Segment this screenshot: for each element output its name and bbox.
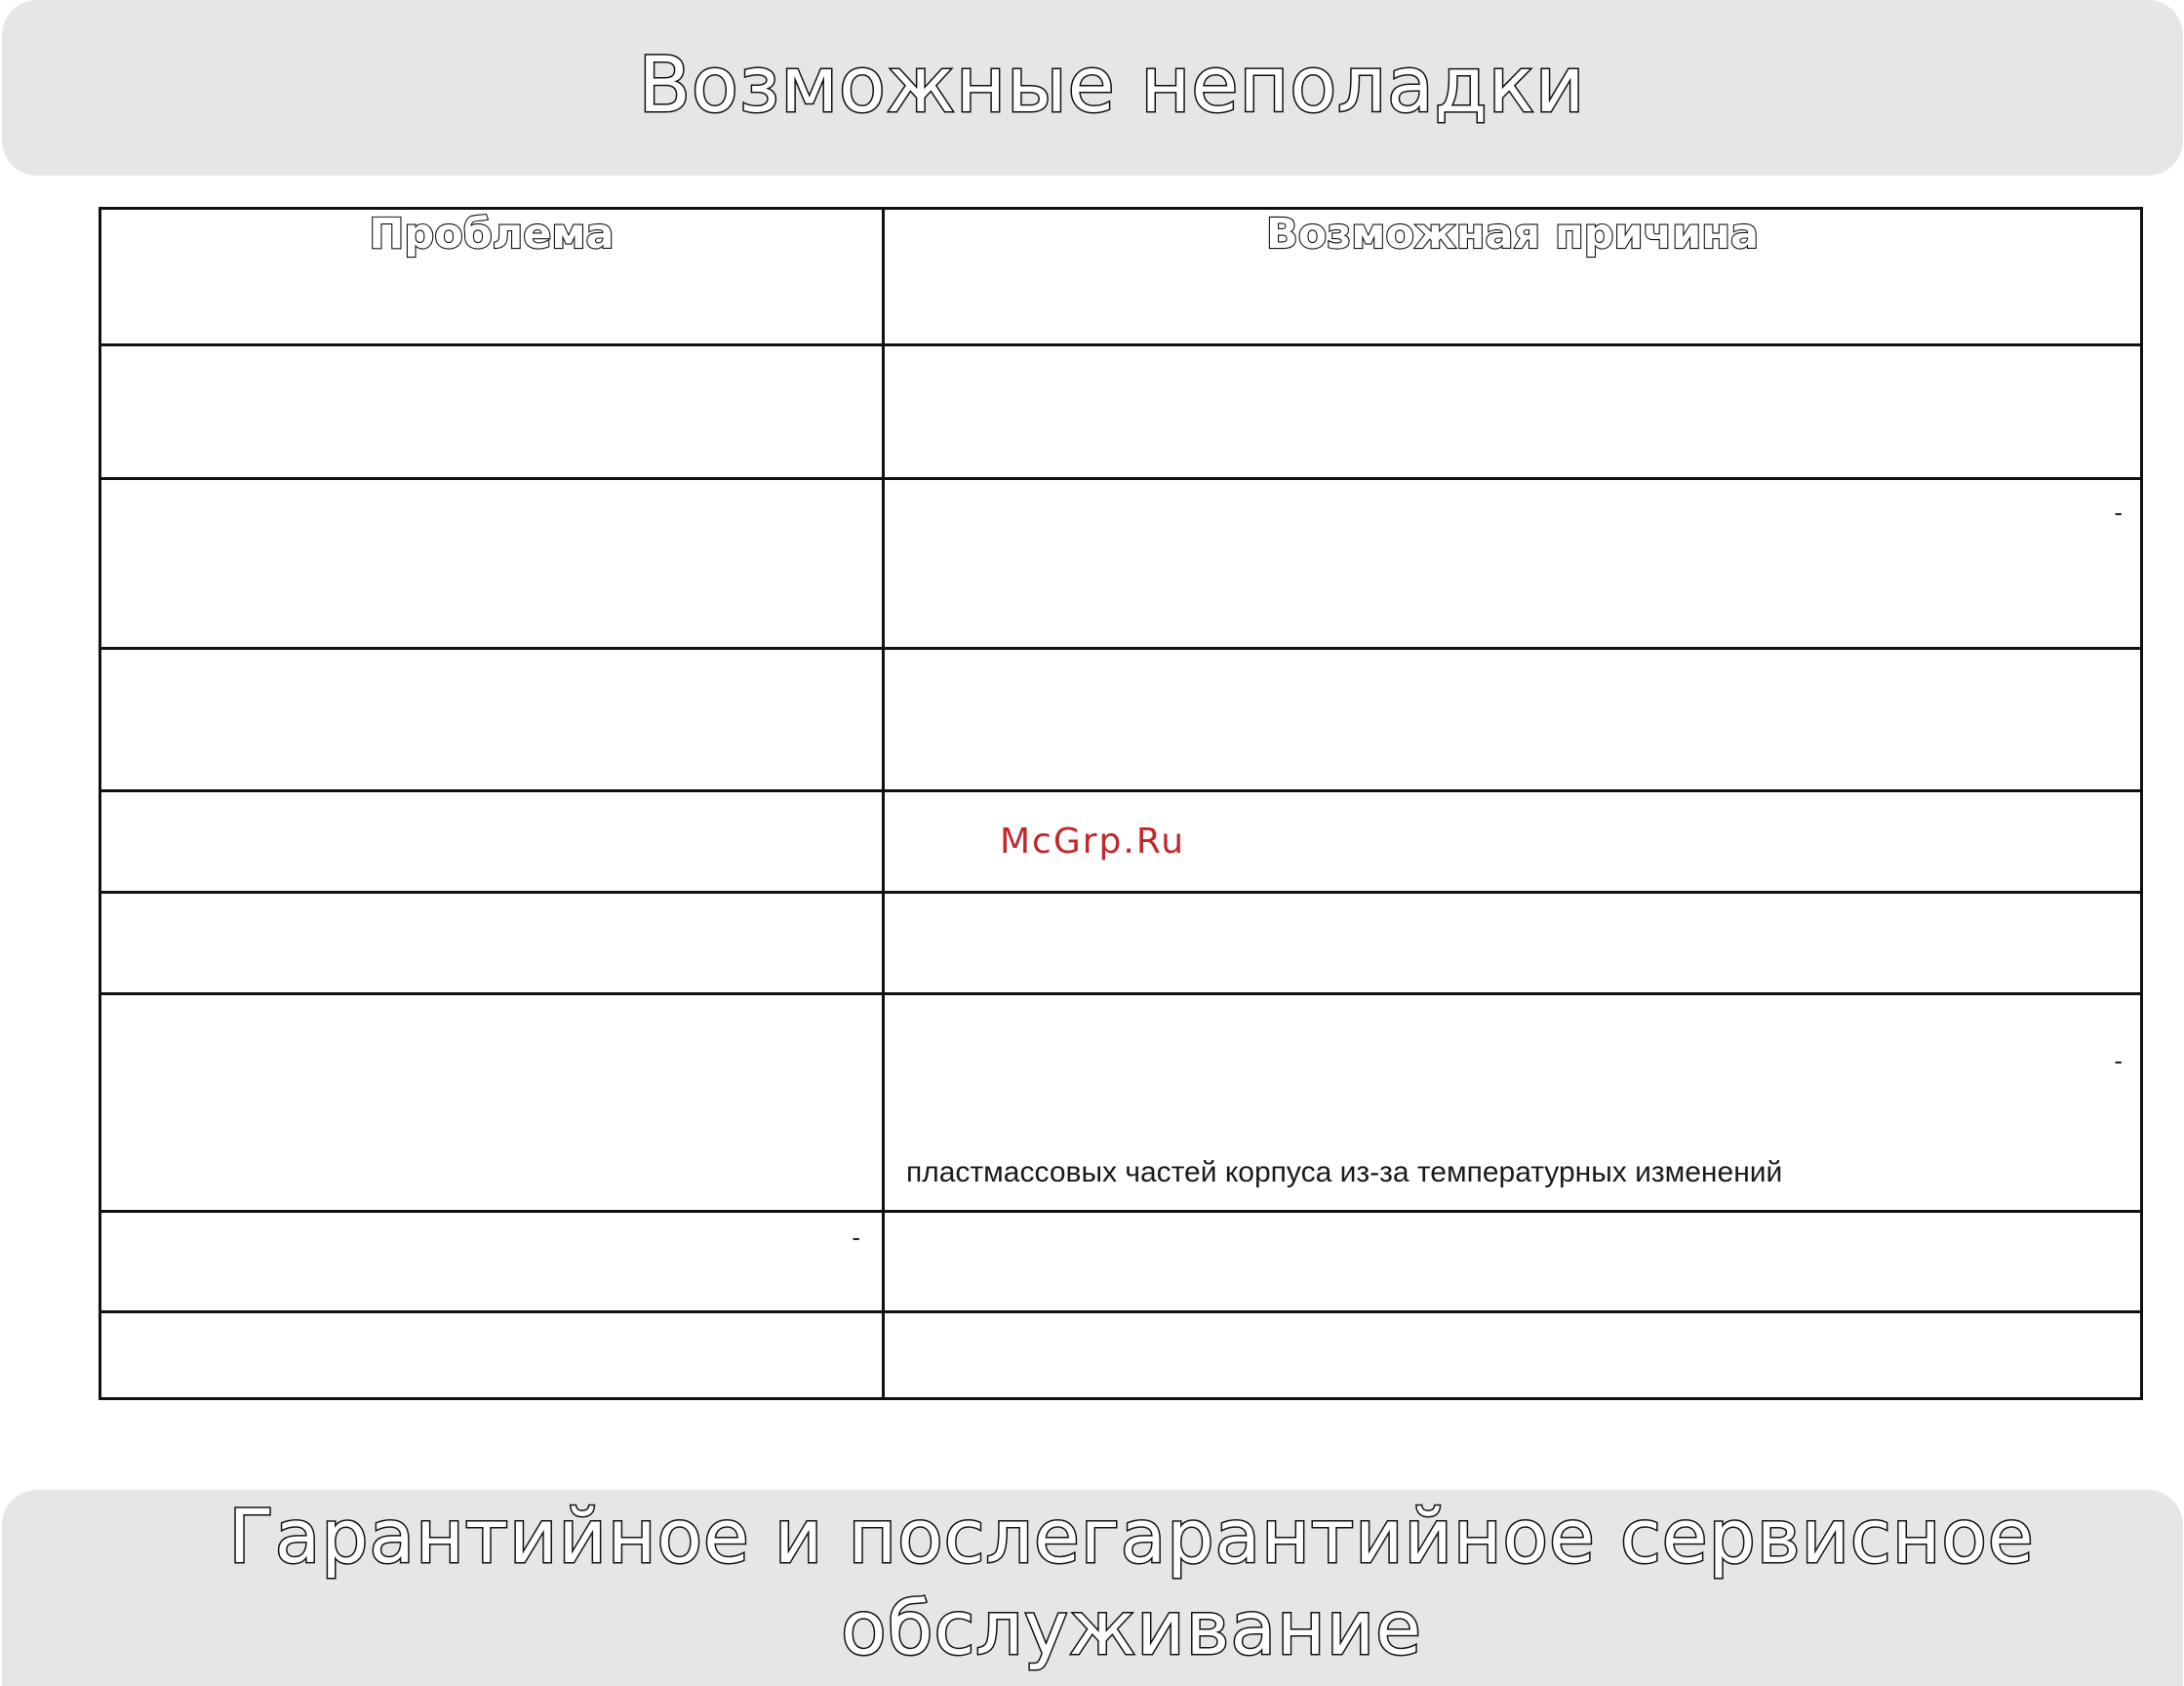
cause-cell [884, 649, 2142, 791]
section-title: Возможные неполадки [638, 42, 1586, 130]
section-title-warranty [228, 1491, 2034, 1674]
cause-text: пластмассовых частей корпуса из-за температурных изменений [906, 1156, 1783, 1188]
table-row [100, 649, 2142, 791]
table-header-row [100, 209, 2142, 345]
cause-dash: - [2114, 498, 2123, 527]
problem-cell [100, 1312, 884, 1399]
problem-cell [100, 893, 884, 994]
table-row [100, 345, 2142, 479]
header-banner [2, 0, 2183, 176]
warranty-title-line1: Гарантийное и послегарантийное сервисное [228, 1492, 2035, 1580]
cause-cell [884, 1312, 2142, 1399]
cause-cell [884, 893, 2142, 994]
table-row [100, 994, 2142, 1212]
column-header-cause: Возможная причина [884, 209, 2142, 345]
problem-cell [100, 1212, 884, 1312]
troubleshooting-table [99, 207, 2143, 1400]
problem-dash: - [852, 1223, 860, 1252]
table-row [100, 1212, 2142, 1312]
cause-cell [884, 345, 2142, 479]
problem-cell [100, 479, 884, 649]
problem-cell [100, 345, 884, 479]
cause-cell [884, 1212, 2142, 1312]
column-header-problem: Проблема [100, 209, 884, 345]
footer-banner [2, 1490, 2183, 1686]
table-row [100, 479, 2142, 649]
cause-dash: - [2114, 1046, 2123, 1075]
watermark-text: McGrp.Ru [1000, 822, 1186, 862]
table-row [100, 893, 2142, 994]
cause-cell [884, 994, 2142, 1212]
problem-cell [100, 994, 884, 1212]
table-row [100, 1312, 2142, 1399]
cause-cell [884, 479, 2142, 649]
warranty-title-line2: обслуживание [841, 1584, 1422, 1671]
problem-cell [100, 791, 884, 893]
problem-cell [100, 649, 884, 791]
